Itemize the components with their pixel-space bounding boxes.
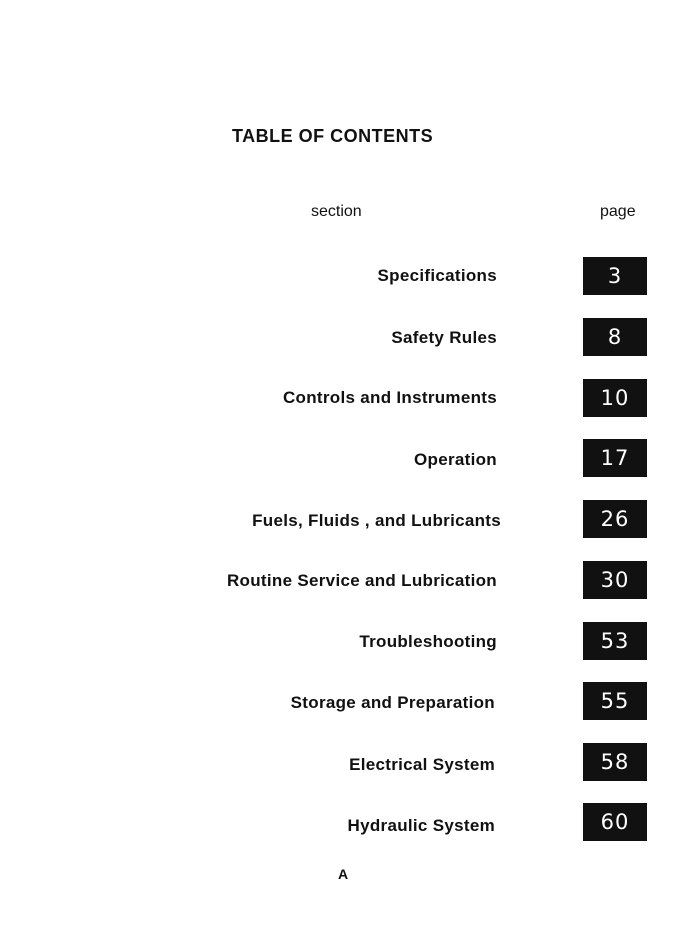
toc-entry-page-tab[interactable]: 26	[583, 500, 647, 538]
toc-entry-label[interactable]: Specifications	[377, 266, 497, 285]
toc-entry-page-tab[interactable]: 60	[583, 803, 647, 841]
toc-entry-page-tab[interactable]: 3	[583, 257, 647, 295]
toc-entry-label[interactable]: Routine Service and Lubrication	[226, 571, 497, 590]
toc-entry-page-tab[interactable]: 53	[583, 622, 647, 660]
toc-entry-label[interactable]: Safety Rules	[391, 328, 497, 347]
toc-entry-label[interactable]: Operation	[414, 450, 497, 469]
toc-entry-label[interactable]: Storage and Preparation	[290, 693, 495, 712]
toc-entry-page-tab[interactable]: 8	[583, 318, 647, 356]
page-column-header: page	[600, 203, 636, 220]
toc-entry-label[interactable]: Fuels, Fluids , and Lubricants	[252, 511, 501, 530]
page-title: TABLE OF CONTENTS	[232, 126, 434, 146]
toc-entry-page-tab[interactable]: 17	[583, 439, 647, 477]
toc-entry-label[interactable]: Controls and Instruments	[282, 388, 497, 407]
section-column-header: section	[311, 203, 362, 220]
toc-entry-label[interactable]: Electrical System	[349, 755, 495, 774]
toc-entry-page-tab[interactable]: 58	[583, 743, 647, 781]
toc-entry-page-tab[interactable]: 10	[583, 379, 647, 417]
toc-entry-page-tab[interactable]: 30	[583, 561, 647, 599]
page-footer-letter: A	[338, 866, 349, 882]
toc-entry-page-tab[interactable]: 55	[583, 682, 647, 720]
toc-entry-label[interactable]: Hydraulic System	[347, 816, 495, 835]
toc-entry-label[interactable]: Troubleshooting	[359, 632, 497, 651]
